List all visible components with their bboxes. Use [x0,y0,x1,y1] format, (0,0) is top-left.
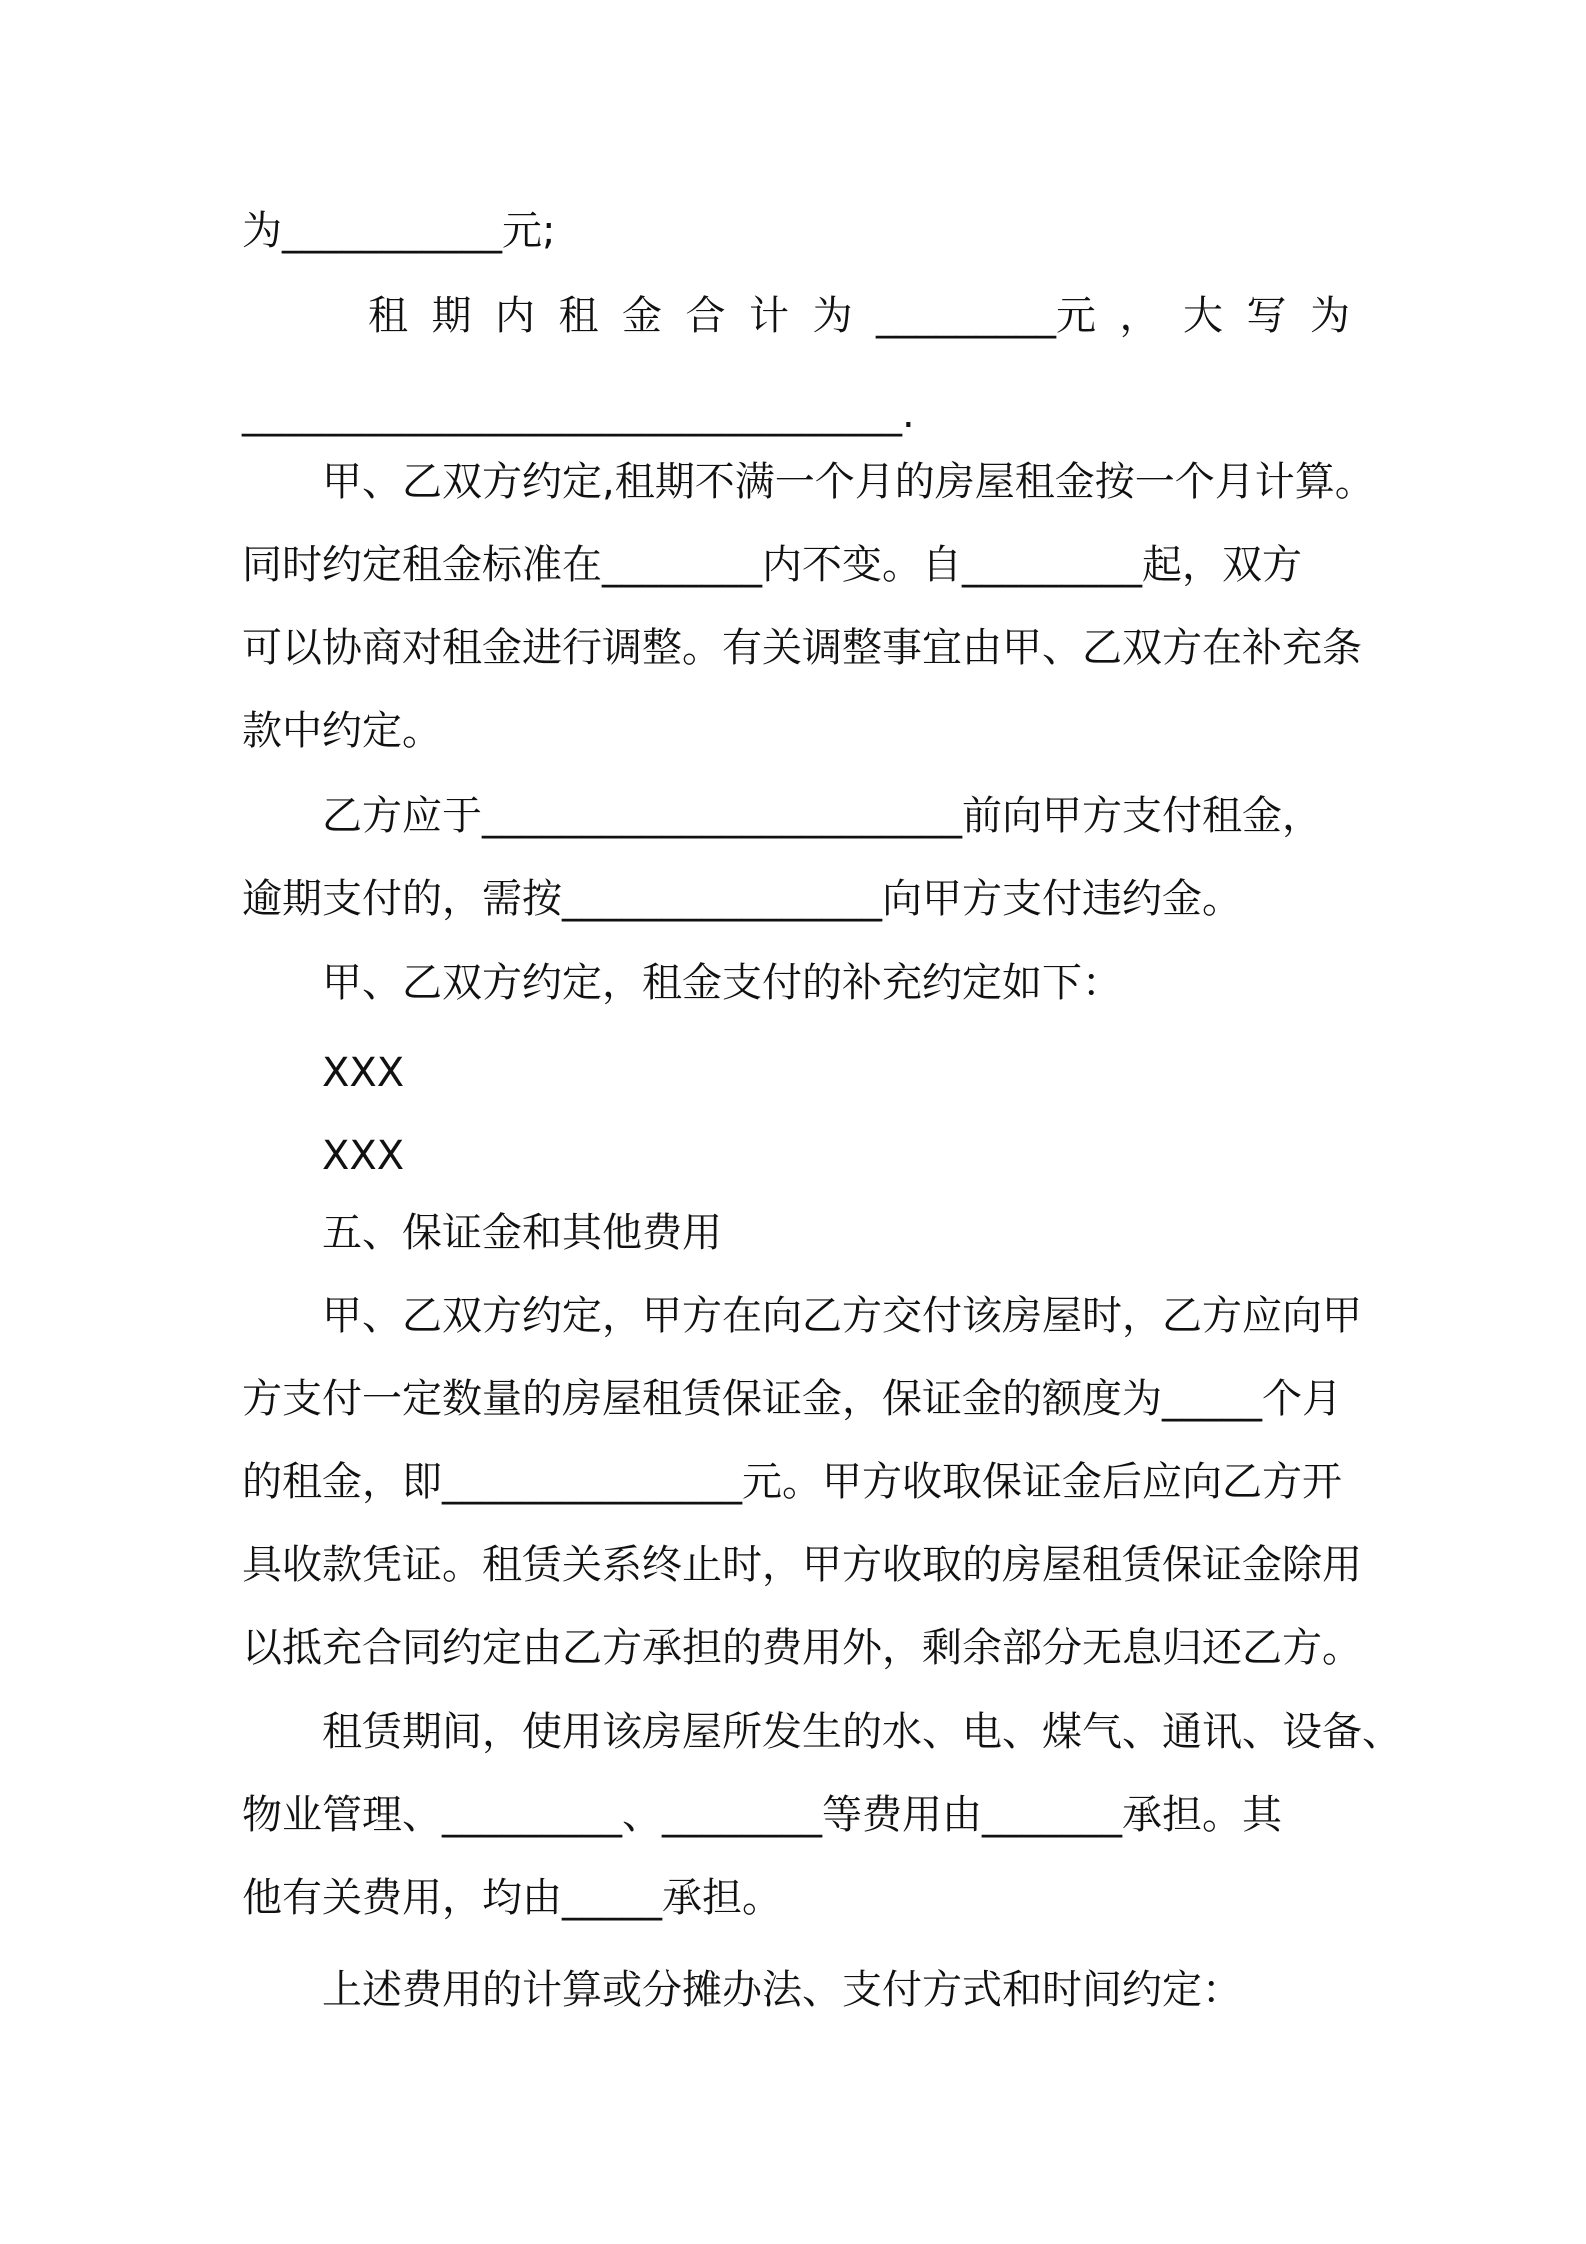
char-1: 租 [368,293,408,339]
char-2: 期 [431,293,472,339]
text-line-18: 以抵充合同约定由乙方承担的费用外，剩余部分无息归还乙方。 [242,1625,1362,1671]
char-6: 合 [685,293,726,339]
text-line-22: 上述费用的计算或分摊办法、支付方式和时间约定： [322,1967,1242,2013]
text-line-1: 为___________元; [242,208,556,254]
text-line-12: XXX [322,1133,405,1179]
char-5: 金 [622,293,662,339]
char-3: 内 [495,293,535,339]
char-7: 计 [749,293,789,339]
char-da: 大 [1183,293,1223,339]
blank-yuan: _________元 [876,293,1096,339]
text-line-7: 款中约定。 [242,708,442,754]
text-line-5: 同时约定租金标准在________内不变。自_________起，双方 [242,542,1302,588]
text-line-14: 甲、乙双方约定，甲方在向乙方交付该房屋时，乙方应向甲 [322,1293,1362,1339]
comma: ， [1119,293,1160,339]
char-4: 租 [558,293,599,339]
text-line-10: 甲、乙双方约定，租金支付的补充约定如下： [322,960,1122,1006]
text-line-17: 具收款凭证。租赁关系终止时，甲方收取的房屋租赁保证金除用 [242,1542,1362,1588]
text-line-20: 物业管理、_________、________等费用由_______承担。其 [242,1792,1282,1838]
text-line-2-rent-total [368,290,1350,342]
text-line-11: XXX [322,1050,405,1096]
text-line-16: 的租金，即_______________元。甲方收取保证金后应向乙方开 [242,1459,1342,1505]
text-line-19: 租赁期间，使用该房屋所发生的水、电、煤气、通讯、设备、 [322,1709,1402,1755]
char-wei: 为 [1310,293,1350,339]
text-line-4: 甲、乙双方约定,租期不满一个月的房屋租金按一个月计算。 [322,459,1375,505]
section-heading: 五、保证金和其他费用 [322,1210,722,1256]
text-line-21: 他有关费用，均由_____承担。 [242,1875,782,1921]
text-line-9: 逾期支付的，需按________________向甲方支付违约金。 [242,876,1242,922]
text-line-6: 可以协商对租金进行调整。有关调整事宜由甲、乙双方在补充条 [242,625,1362,671]
text-line-15: 方支付一定数量的房屋租赁保证金，保证金的额度为_____个月 [242,1376,1342,1422]
text-line-3: _________________________________. [242,391,915,437]
char-xie: 写 [1246,293,1287,339]
text-line-8: 乙方应于________________________前向甲方支付租金， [322,793,1322,839]
char-8: 为 [812,293,853,339]
